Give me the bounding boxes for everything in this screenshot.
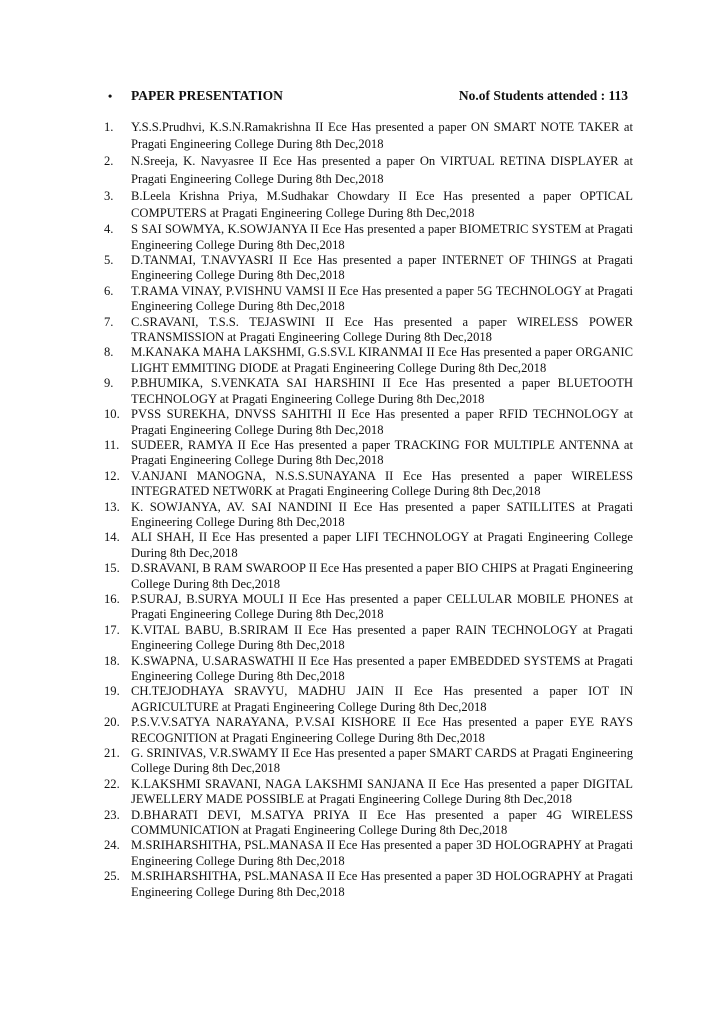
item-text: G. SRINIVAS, V.R.SWAMY II Ece Has presented a paper SMART CARDS at Pragati Engineering College During 8th Dec,2018 — [131, 746, 633, 776]
item-text: B.Leela Krishna Priya, M.Sudhakar Chowdary II Ece Has presented a paper OPTICAL COMPUTERS at Pragati Engineering College During 8th Dec,2018 — [131, 188, 633, 221]
item-text: K.LAKSHMI SRAVANI, NAGA LAKSHMI SANJANA II Ece Has presented a paper DIGITAL JEWELLERY MADE POSSIBLE at Pragati Engineering College During 8th Dec,2018 — [131, 776, 633, 807]
item-text: T.RAMA VINAY, P.VISHNU VAMSI II Ece Has presented a paper 5G TECHNOLOGY at Pragati Engineering College During 8th Dec,2018 — [131, 283, 633, 314]
item-text: M.KANAKA MAHA LAKSHMI, G.S.SV.L KIRANMAI II Ece Has presented a paper ORGANIC LIGHT EMMITING DIODE at Pragati Engineering College During 8th Dec,2018 — [131, 345, 633, 375]
item-number: 14. — [104, 530, 120, 545]
item-number: 22. — [104, 776, 120, 791]
list-item — [104, 777, 633, 808]
item-number: 15. — [104, 561, 120, 576]
list-item — [104, 315, 633, 346]
students-attended-count: No.of Students attended : 113 — [458, 88, 628, 103]
item-number: 21. — [104, 746, 120, 761]
section-heading — [108, 87, 628, 105]
list-item — [104, 119, 633, 153]
list-item — [104, 715, 633, 746]
item-text: SUDEER, RAMYA II Ece Has presented a paper TRACKING FOR MULTIPLE ANTENNA at Pragati Engineering College During 8th Dec,2018 — [131, 437, 633, 468]
item-text: S SAI SOWMYA, K.SOWJANYA II Ece Has presented a paper BIOMETRIC SYSTEM at Pragati Engineering College During 8th Dec,2018 — [131, 222, 633, 252]
item-number: 19. — [104, 684, 120, 699]
list-item — [104, 469, 633, 500]
item-text: ALI SHAH, II Ece Has presented a paper LIFI TECHNOLOGY at Pragati Engineering College During 8th Dec,2018 — [131, 530, 633, 560]
item-text: P.BHUMIKA, S.VENKATA SAI HARSHINI II Ece Has presented a paper BLUETOOTH TECHNOLOGY at Pragati Engineering College During 8th Dec,2018 — [131, 376, 633, 406]
item-number: 24. — [104, 838, 120, 853]
list-item — [104, 561, 633, 592]
item-text: M.SRIHARSHITHA, PSL.MANASA II Ece Has presented a paper 3D HOLOGRAPHY at Pragati Engineering College During 8th Dec,2018 — [131, 869, 633, 899]
item-text: D.BHARATI DEVI, M.SATYA PRIYA II Ece Has presented a paper 4G WIRELESS COMMUNICATION at Pragati Engineering College During 8th Dec,2018 — [131, 807, 633, 838]
list-item — [104, 188, 633, 222]
item-text: K.VITAL BABU, B.SRIRAM II Ece Has presented a paper RAIN TECHNOLOGY at Pragati Engineering College During 8th Dec,2018 — [131, 622, 633, 653]
list-item — [104, 500, 633, 531]
item-number: 17. — [104, 622, 120, 637]
section-title: PAPER PRESENTATION — [131, 88, 283, 103]
list-item — [104, 253, 633, 284]
item-number: 8. — [104, 345, 114, 360]
item-text: K. SOWJANYA, AV. SAI NANDINI II Ece Has presented a paper SATILLITES at Pragati Engineering College During 8th Dec,2018 — [131, 499, 633, 529]
list-item — [104, 746, 633, 777]
item-number: 5. — [104, 253, 114, 268]
list-item — [104, 222, 633, 253]
list-item — [104, 438, 633, 469]
bullet-icon: • — [108, 89, 113, 103]
item-number: 18. — [104, 653, 120, 668]
item-text: D.TANMAI, T.NAVYASRI II Ece Has presented a paper INTERNET OF THINGS at Pragati Engineering College During 8th Dec,2018 — [131, 253, 633, 283]
item-number: 13. — [104, 499, 120, 514]
list-item — [104, 592, 633, 623]
list-item — [104, 407, 633, 438]
item-number: 6. — [104, 283, 114, 298]
item-text: CH.TEJODHAYA SRAVYU, MADHU JAIN II Ece Has presented a paper IOT IN AGRICULTURE at Pragati Engineering College During 8th Dec,2018 — [131, 684, 633, 714]
item-number: 12. — [104, 468, 120, 483]
item-number: 23. — [104, 807, 120, 822]
item-text: P.SURAJ, B.SURYA MOULI II Ece Has presented a paper CELLULAR MOBILE PHONES at Pragati Engineering College During 8th Dec,2018 — [131, 591, 633, 622]
item-text: Y.S.S.Prudhvi, K.S.N.Ramakrishna II Ece Has presented a paper ON SMART NOTE TAKER at Pragati Engineering College During 8th Dec,2018 — [131, 120, 633, 152]
list-item — [104, 623, 633, 654]
list-item — [104, 153, 633, 187]
list-item — [104, 345, 633, 376]
list-item — [104, 284, 633, 315]
list-item — [104, 808, 633, 839]
item-number: 7. — [104, 314, 114, 329]
item-number: 16. — [104, 591, 120, 606]
item-text: P.S.V.V.SATYA NARAYANA, P.V.SAI KISHORE II Ece Has presented a paper EYE RAYS RECOGNITION at Pragati Engineering College During 8th Dec,2018 — [131, 715, 633, 745]
paper-presentation-list — [104, 119, 633, 900]
list-item — [104, 838, 633, 869]
list-item — [104, 530, 633, 561]
item-number: 3. — [104, 188, 114, 203]
list-item — [104, 869, 633, 900]
item-text: C.SRAVANI, T.S.S. TEJASWINI II Ece Has presented a paper WIRELESS POWER TRANSMISSION at Pragati Engineering College During 8th Dec,2018 — [131, 314, 633, 345]
item-text: M.SRIHARSHITHA, PSL.MANASA II Ece Has presented a paper 3D HOLOGRAPHY at Pragati Engineering College During 8th Dec,2018 — [131, 838, 633, 868]
item-number: 11. — [104, 437, 120, 452]
item-number: 4. — [104, 222, 114, 237]
list-item — [104, 376, 633, 407]
item-number: 9. — [104, 376, 114, 391]
item-text: V.ANJANI MANOGNA, N.S.S.SUNAYANA II Ece Has presented a paper WIRELESS INTEGRATED NETW0RK at Pragati Engineering College During 8th Dec,2018 — [131, 468, 633, 499]
item-text: D.SRAVANI, B RAM SWAROOP II Ece Has presented a paper BIO CHIPS at Pragati Engineering College During 8th Dec,2018 — [131, 561, 633, 591]
item-number: 1. — [104, 120, 114, 134]
item-number: 10. — [104, 407, 120, 422]
item-number: 2. — [104, 154, 114, 169]
item-number: 25. — [104, 869, 120, 884]
item-text: PVSS SUREKHA, DNVSS SAHITHI II Ece Has presented a paper RFID TECHNOLOGY at Pragati Engineering College During 8th Dec,2018 — [131, 407, 633, 437]
list-item — [104, 684, 633, 715]
item-text: K.SWAPNA, U.SARASWATHI II Ece Has presented a paper EMBEDDED SYSTEMS at Pragati Engineering College During 8th Dec,2018 — [131, 653, 633, 683]
item-text: N.Sreeja, K. Navyasree II Ece Has presented a paper On VIRTUAL RETINA DISPLAYER at Pragati Engineering College During 8th Dec,2018 — [131, 154, 633, 186]
list-item — [104, 654, 633, 685]
item-number: 20. — [104, 715, 120, 730]
